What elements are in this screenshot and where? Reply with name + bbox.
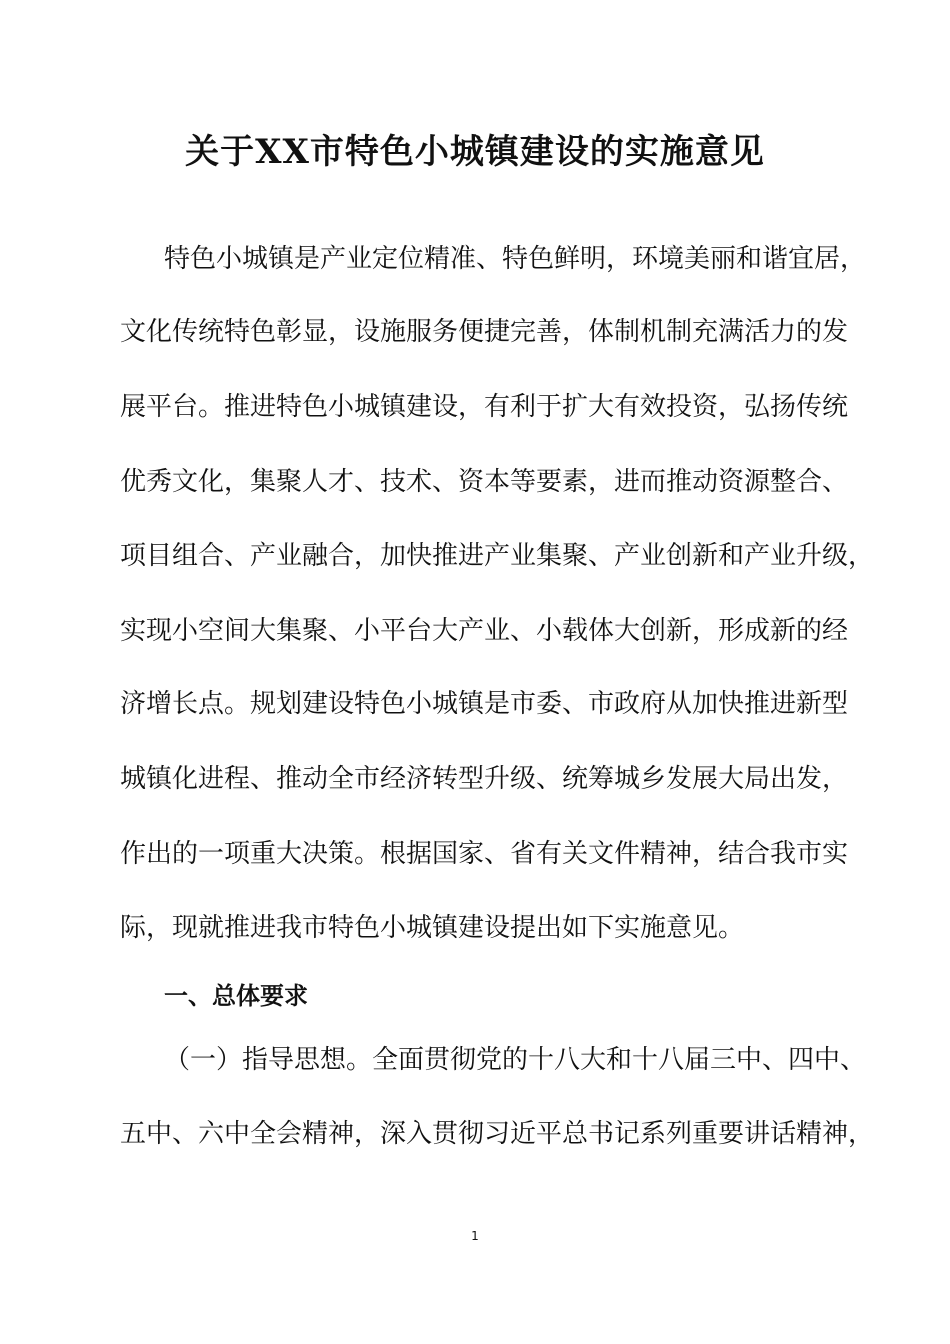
document-title: 关于XX市特色小城镇建设的实施意见 <box>185 132 765 172</box>
paragraph-line: 项目组合、产业融合，加快推进产业集聚、产业创新和产业升级， <box>120 541 875 571</box>
section-paragraph-line: 五中、六中全会精神，深入贯彻习近平总书记系列重要讲话精神， <box>120 1119 875 1149</box>
section-paragraph-line: （一）指导思想。全面贯彻党的十八大和十八届三中、四中、 <box>164 1045 867 1075</box>
paragraph-line: 实现小空间大集聚、小平台大产业、小载体大创新，形成新的经 <box>120 616 849 646</box>
paragraph-line: 作出的一项重大决策。根据国家、省有关文件精神，结合我市实 <box>120 839 849 869</box>
paragraph-line: 特色小城镇是产业定位精准、特色鲜明，环境美丽和谐宜居， <box>164 244 867 274</box>
paragraph-line: 优秀文化，集聚人才、技术、资本等要素，进而推动资源整合、 <box>120 467 849 497</box>
paragraph-line: 展平台。推进特色小城镇建设，有利于扩大有效投资，弘扬传统 <box>120 392 849 422</box>
paragraph-line: 文化传统特色彰显，设施服务便捷完善，体制机制充满活力的发 <box>120 317 849 347</box>
paragraph-line: 济增长点。规划建设特色小城镇是市委、市政府从加快推进新型 <box>120 689 849 719</box>
paragraph-line: 际，现就推进我市特色小城镇建设提出如下实施意见。 <box>120 913 745 943</box>
page-number: 1 <box>471 1229 479 1243</box>
section-heading: 一、总体要求 <box>164 982 308 1010</box>
paragraph-line: 城镇化进程、推动全市经济转型升级、统筹城乡发展大局出发， <box>120 764 849 794</box>
